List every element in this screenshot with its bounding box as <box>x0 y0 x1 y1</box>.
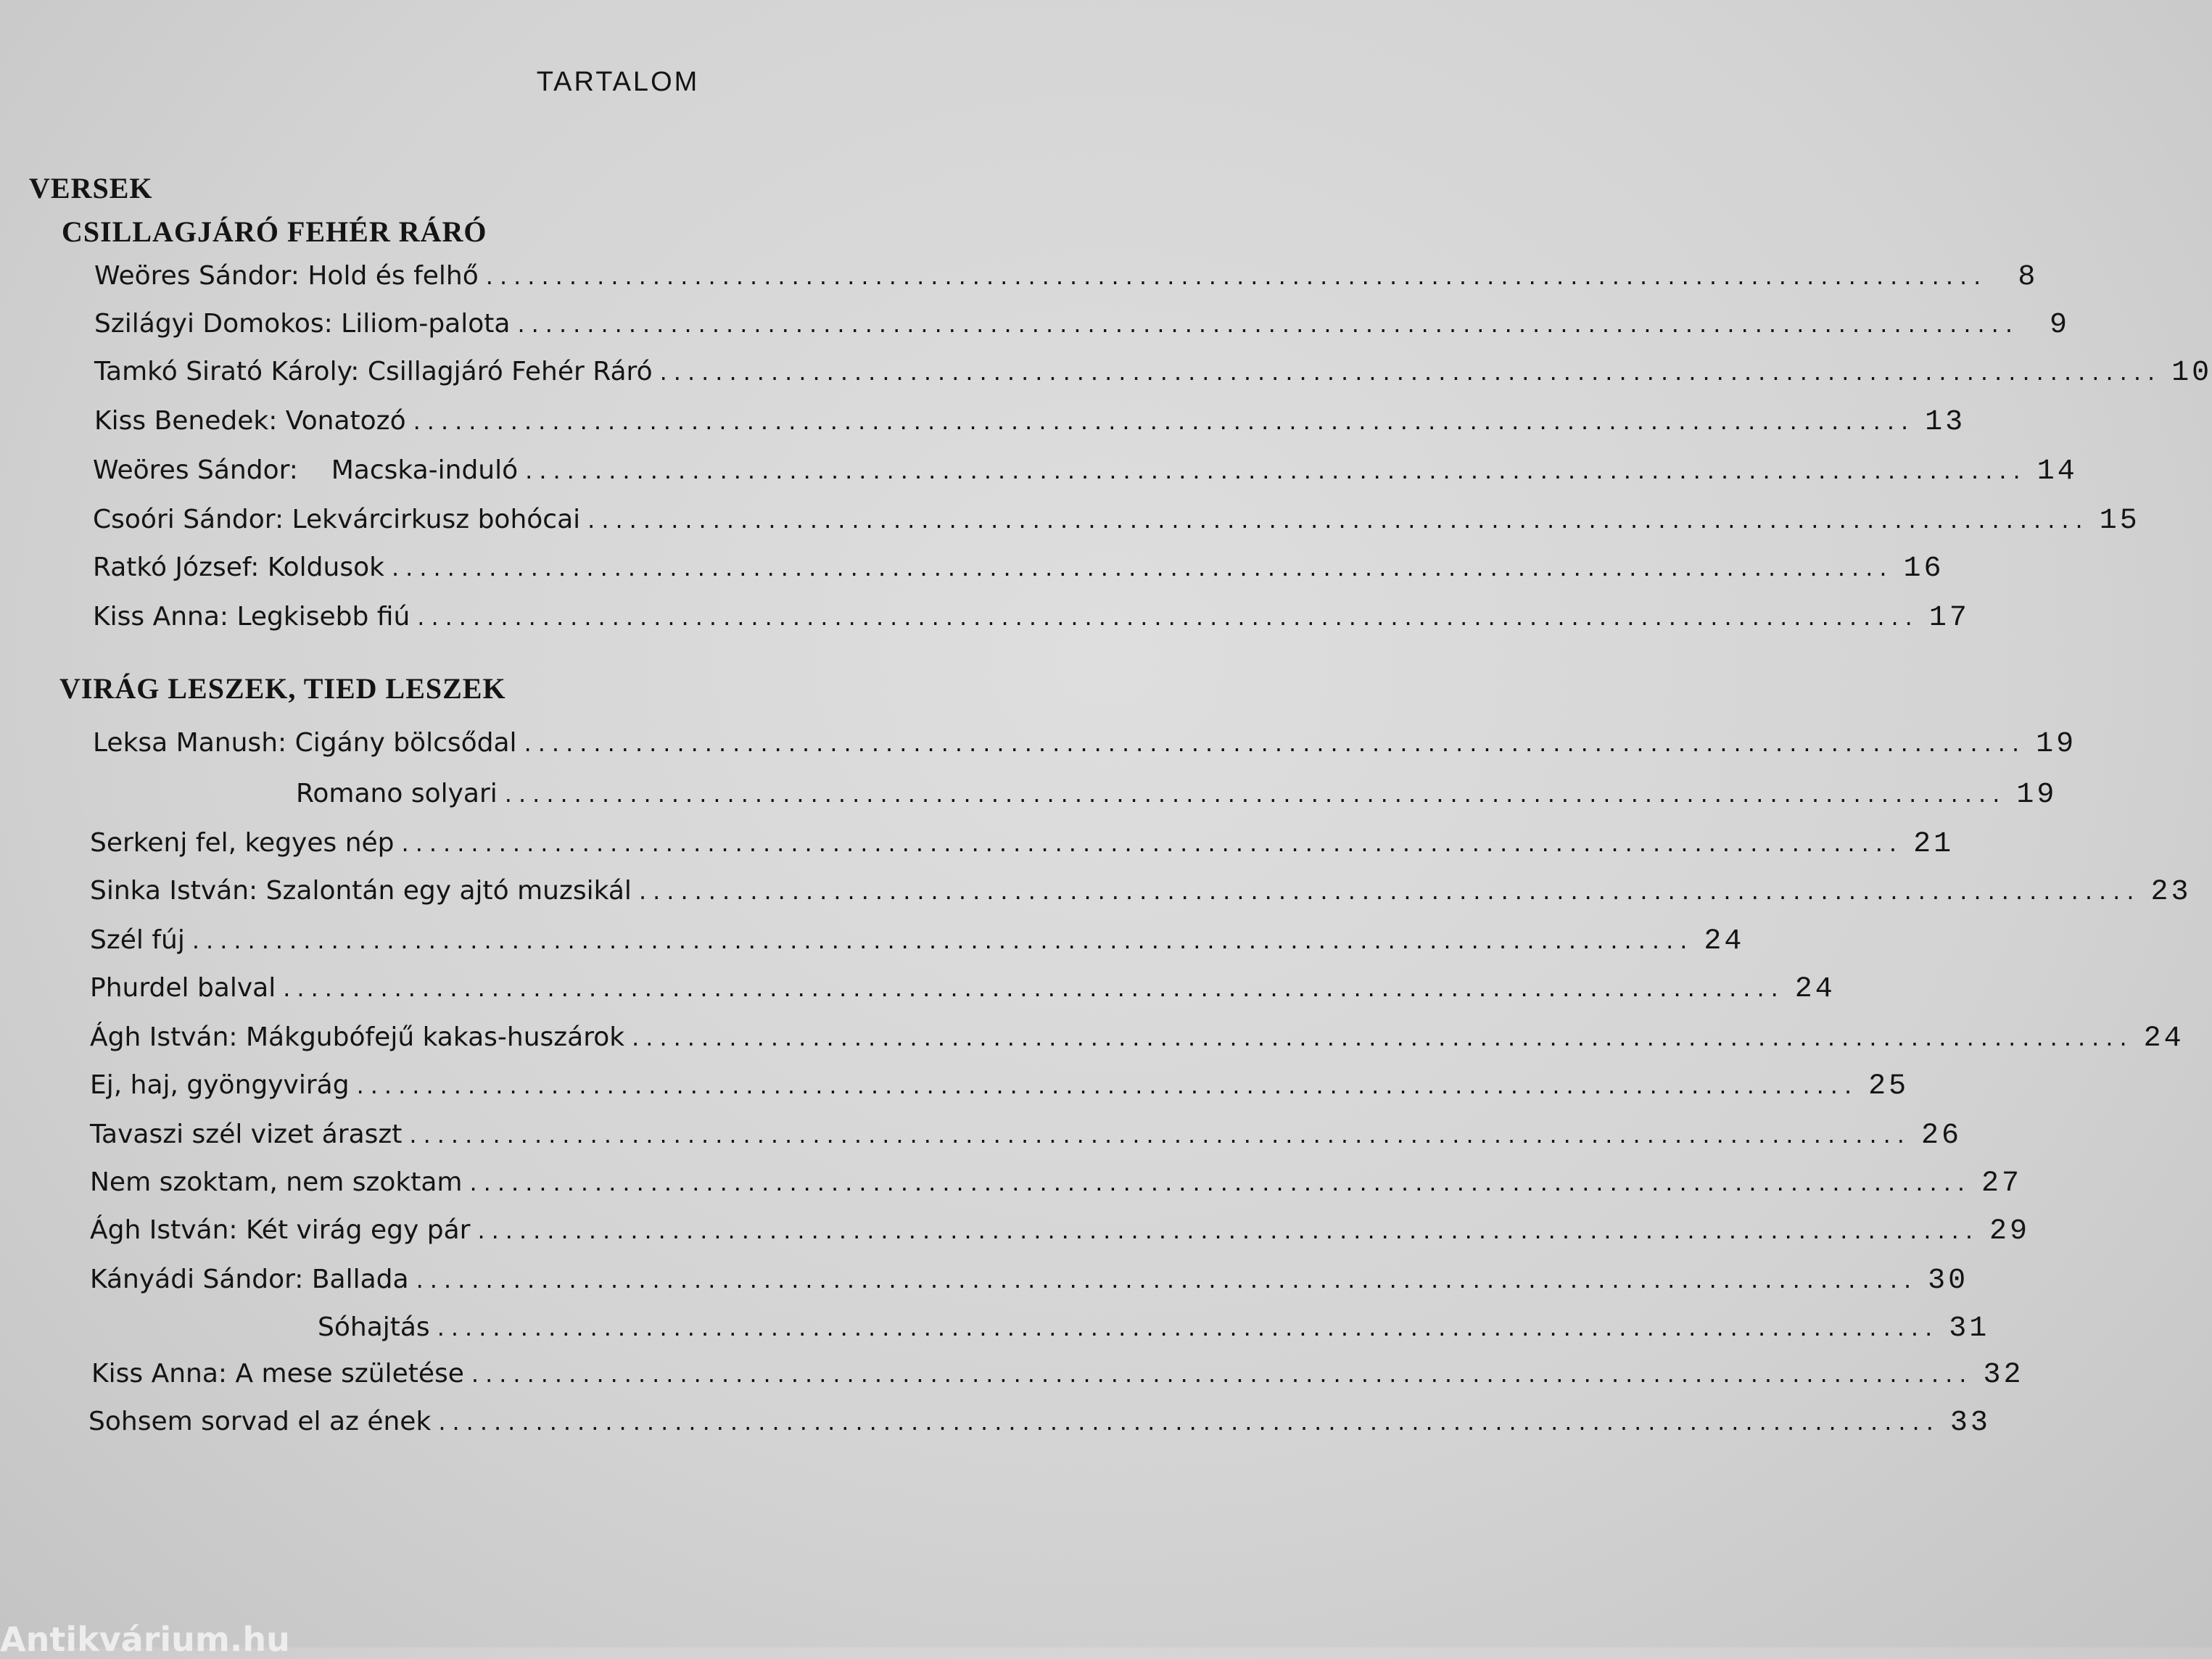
dot-leader: ............................................................................................................ <box>438 1408 1940 1436</box>
toc-entry <box>90 973 1836 1014</box>
dot-leader: ............................................................................................................ <box>632 1024 2134 1051</box>
dot-leader: ............................................................................................................ <box>416 1266 1918 1294</box>
entry-page-number: 21 <box>1913 828 1955 861</box>
entry-title: Romano solyari <box>296 779 498 808</box>
toc-entry <box>88 1407 1991 1447</box>
entry-page-number: 19 <box>2016 779 2058 811</box>
dot-leader: ............................................................................................................ <box>638 877 2141 905</box>
entry-title: Kiss Anna: A mese születése <box>91 1359 464 1389</box>
entry-page-number: 24 <box>1704 925 1745 958</box>
toc-entry <box>94 406 1966 447</box>
toc-entry <box>90 1312 1990 1353</box>
dot-leader: ............................................................................................................ <box>504 780 2007 808</box>
entry-title: Csoóri Sándor: Lekvárcirkusz bohócai <box>93 505 581 534</box>
entry-page-number: 33 <box>1949 1407 1991 1439</box>
dot-leader: ............................................................................................................ <box>391 554 1894 582</box>
dot-leader: ............................................................................................................ <box>437 1314 1939 1341</box>
entry-title: Weöres Sándor: Hold és felhő <box>94 261 479 291</box>
entry-page-number: 25 <box>1868 1070 1910 1103</box>
dot-leader: ............................................................................................................ <box>485 262 1988 290</box>
toc-entry <box>93 602 1970 642</box>
entry-title: Nem szoktam, nem szoktam <box>90 1167 463 1197</box>
entry-title: Ratkó József: Koldusok <box>93 553 384 582</box>
entry-title: Tamkó Sirató Károly: Csillagjáró Fehér Ráró <box>94 357 653 386</box>
dot-leader: ............................................................................................................ <box>525 457 2027 484</box>
toc-entry <box>90 1022 2184 1063</box>
entry-page-number: 31 <box>1949 1312 1990 1345</box>
dot-leader: ............................................................................................................ <box>409 1121 1911 1149</box>
entry-page-number: 8 <box>2018 261 2039 294</box>
toc-entry <box>90 876 2192 917</box>
entry-page-number: 27 <box>1981 1167 2023 1200</box>
entry-page-number: 29 <box>1989 1215 2030 1248</box>
entry-page-number: 26 <box>1920 1120 1962 1152</box>
toc-entry <box>90 925 1745 966</box>
entry-title: Leksa Manush: Cigány bölcsődal <box>93 728 517 758</box>
entry-page-number: 14 <box>2036 455 2078 488</box>
toc-entry <box>91 1359 2024 1399</box>
dot-leader: ............................................................................................................ <box>283 975 1785 1002</box>
entry-page-number: 10 <box>2171 357 2212 389</box>
toc-entry <box>93 505 2140 545</box>
toc-entry <box>90 828 1955 869</box>
entry-page-number: 23 <box>2150 876 2192 909</box>
entry-page-number: 16 <box>1903 553 1944 585</box>
entry-title: Szél fúj <box>90 925 185 955</box>
entry-title: Weöres Sándor: Macska-induló <box>93 455 519 485</box>
entry-title: Kiss Anna: Legkisebb fiú <box>93 602 410 632</box>
dot-leader: ............................................................................................................ <box>356 1072 1859 1099</box>
toc-entry <box>90 1120 1962 1160</box>
dot-leader: ............................................................................................................ <box>517 310 2019 338</box>
dot-leader: ............................................................................................................ <box>417 603 1919 631</box>
entry-page-number: 24 <box>2143 1022 2184 1055</box>
entry-page-number: 9 <box>2049 309 2070 342</box>
entry-page-number: 32 <box>1983 1359 2024 1391</box>
entry-title: Szilágyi Domokos: Liliom-palota <box>94 309 511 339</box>
entry-page-number: 15 <box>2099 505 2140 537</box>
entry-page-number: 13 <box>1925 406 1966 439</box>
entry-title: Ej, haj, gyöngyvirág <box>90 1070 350 1100</box>
dot-leader: ............................................................................................................ <box>477 1217 1979 1244</box>
entry-title: Kányádi Sándor: Ballada <box>90 1265 409 1294</box>
toc-entry <box>90 1167 2023 1208</box>
dot-leader: ............................................................................................................ <box>413 407 1915 435</box>
toc-entry <box>93 455 2078 496</box>
entry-title: Phurdel balval <box>90 973 276 1003</box>
entry-title: Sohsem sorvad el az ének <box>88 1407 432 1436</box>
dot-leader: ............................................................................................................ <box>659 358 2162 386</box>
entry-title: Ágh István: Két virág egy pár <box>90 1215 471 1245</box>
toc-entry <box>93 728 2077 769</box>
dot-leader: ............................................................................................................ <box>401 830 1904 857</box>
entry-page-number: 17 <box>1928 602 1970 634</box>
toc-entry <box>93 553 1944 593</box>
group-heading-csillagjaro: CSILLAGJÁRÓ FEHÉR RÁRÓ <box>62 215 487 248</box>
group-heading-virag: VIRÁG LESZEK, TIED LESZEK <box>59 672 506 705</box>
toc-entry <box>90 1070 1910 1111</box>
toc-entry <box>90 1265 1969 1305</box>
entry-title: Tavaszi szél vizet áraszt <box>90 1120 403 1149</box>
toc-entry <box>90 1215 2030 1256</box>
dot-leader: ............................................................................................................ <box>524 729 2026 757</box>
entry-title: Serkenj fel, kegyes nép <box>90 828 395 858</box>
entry-title: Ágh István: Mákgubófejű kakas-huszárok <box>90 1022 625 1052</box>
entry-title: Sinka István: Szalontán egy ajtó muzsikál <box>90 876 632 906</box>
section-heading-versek: VERSEK <box>29 172 153 204</box>
entry-title: Kiss Benedek: Vonatozó <box>94 406 406 436</box>
dot-leader: ............................................................................................................ <box>469 1169 1972 1196</box>
toc-entry <box>94 261 2039 302</box>
dot-leader: ............................................................................................................ <box>191 927 1694 954</box>
dot-leader: ............................................................................................................ <box>587 506 2089 534</box>
page-title: TARTALOM <box>536 67 700 97</box>
entry-page-number: 24 <box>1794 973 1836 1006</box>
dot-leader: ............................................................................................................ <box>471 1360 1973 1388</box>
toc-entry <box>94 357 2212 397</box>
entry-page-number: 30 <box>1928 1265 1969 1297</box>
entry-page-number: 19 <box>2036 728 2077 761</box>
entry-title: Sóhajtás <box>318 1312 430 1342</box>
watermark: Antikvárium.hu <box>0 1620 290 1659</box>
toc-entry <box>94 309 2070 349</box>
toc-entry <box>93 779 2058 819</box>
